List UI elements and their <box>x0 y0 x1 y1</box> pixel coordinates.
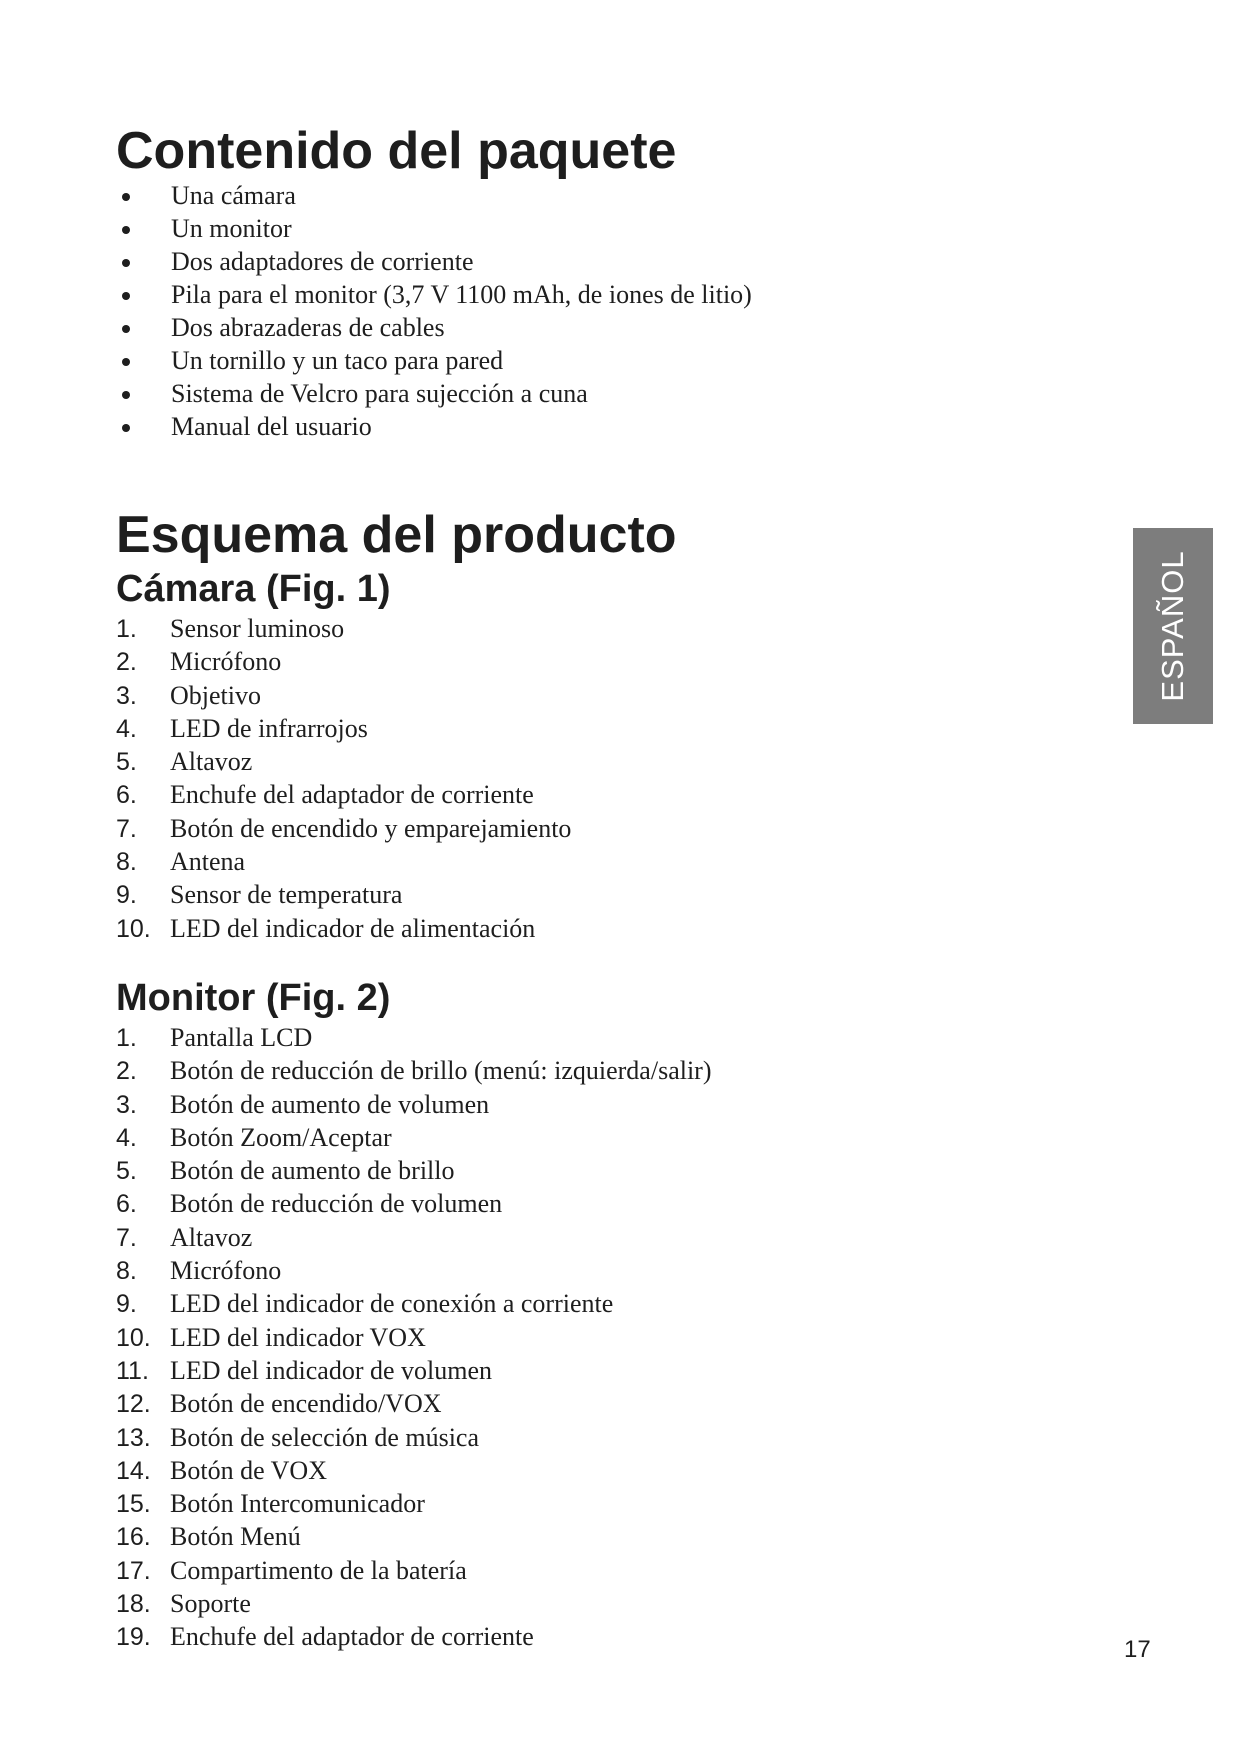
list-item: 2. Botón de reducción de brillo (menú: izquierda/salir) <box>116 1056 712 1086</box>
bullet-icon <box>122 259 130 267</box>
monitor-heading: Monitor (Fig. 2) <box>116 977 391 1019</box>
camera-parts-list <box>116 612 571 945</box>
list-item: 11. LED del indicador de volumen <box>116 1355 493 1385</box>
page-number: 17 <box>1124 1636 1151 1663</box>
list-item: Manual del usuario <box>116 410 752 443</box>
monitor-parts-list <box>116 1021 712 1654</box>
bullet-icon <box>122 226 130 234</box>
list-item: 6. Botón de reducción de volumen <box>116 1189 503 1219</box>
list-item: 15. Botón Intercomunicador <box>116 1489 425 1519</box>
list-item: Dos abrazaderas de cables <box>116 311 752 344</box>
list-item: Un tornillo y un taco para pared <box>116 344 752 377</box>
list-item: 16. Botón Menú <box>116 1522 301 1552</box>
contents-title: Contenido del paquete <box>116 122 677 180</box>
list-item: 18. Soporte <box>116 1589 251 1619</box>
list-item: 5. Botón de aumento de brillo <box>116 1156 455 1186</box>
list-item: 14. Botón de VOX <box>116 1455 327 1485</box>
list-item: 6. Enchufe del adaptador de corriente <box>116 780 534 810</box>
bullet-icon <box>122 424 130 432</box>
schema-title: Esquema del producto <box>116 506 677 564</box>
list-item: 10. LED del indicador VOX <box>116 1322 426 1352</box>
list-item: 10. LED del indicador de alimentación <box>116 913 536 943</box>
list-item: 7. Altavoz <box>116 1222 253 1252</box>
list-item: 4. Botón Zoom/Aceptar <box>116 1122 392 1152</box>
list-item: 9. LED del indicador de conexión a corriente <box>116 1289 614 1319</box>
list-item: 19. Enchufe del adaptador de corriente <box>116 1622 534 1652</box>
bullet-icon <box>122 358 130 366</box>
list-item: 8. Micrófono <box>116 1256 282 1286</box>
bullet-icon <box>122 193 130 201</box>
list-item: Un monitor <box>116 212 752 245</box>
bullet-icon <box>122 325 130 333</box>
list-item: 8. Antena <box>116 847 246 877</box>
list-item: 12. Botón de encendido/VOX <box>116 1389 442 1419</box>
list-item: Pila para el monitor (3,7 V 1100 mAh, de iones de litio) <box>116 278 752 311</box>
language-tab <box>1133 528 1213 724</box>
list-item: 4. LED de infrarrojos <box>116 713 368 743</box>
list-item: Sistema de Velcro para sujección a cuna <box>116 377 752 410</box>
list-item: Dos adaptadores de corriente <box>116 245 752 278</box>
bullet-icon <box>122 292 130 300</box>
list-item: 2. Micrófono <box>116 647 282 677</box>
list-item: 3. Objetivo <box>116 680 261 710</box>
list-item: 9. Sensor de temperatura <box>116 880 403 910</box>
contents-list <box>116 179 752 443</box>
list-item: 1. Pantalla LCD <box>116 1023 313 1052</box>
list-item: 7. Botón de encendido y emparejamiento <box>116 813 572 843</box>
camera-heading: Cámara (Fig. 1) <box>116 568 391 610</box>
language-tab-label: ESPAÑOL <box>1155 550 1190 702</box>
list-item: 13. Botón de selección de música <box>116 1422 480 1452</box>
list-item: 17. Compartimento de la batería <box>116 1555 467 1585</box>
list-item: 5. Altavoz <box>116 747 253 777</box>
list-item: Una cámara <box>116 179 752 212</box>
list-item: 3. Botón de aumento de volumen <box>116 1089 490 1119</box>
list-item: 1. Sensor luminoso <box>116 614 345 643</box>
bullet-icon <box>122 391 130 399</box>
